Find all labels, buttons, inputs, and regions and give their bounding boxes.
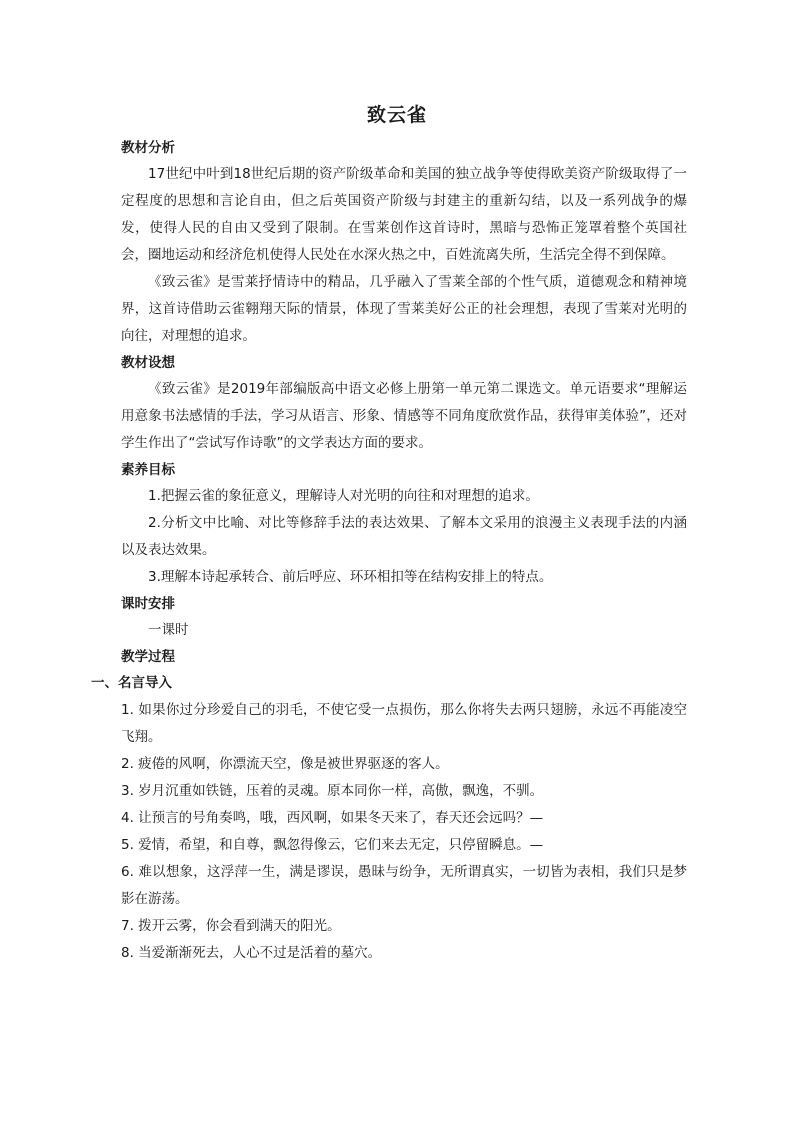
section-heading-process: 教学过程 — [121, 649, 175, 665]
section-heading-design: 教材设想 — [121, 355, 175, 371]
document-body — [91, 135, 687, 967]
section-heading-schedule: 课时安排 — [121, 596, 175, 612]
goal-item-2: 2.分析文中比喻、对比等修辞手法的表达效果、了解本文采用的浪漫主义表现手法的内涵以及表达效果。 — [121, 515, 687, 558]
quote-item-2: 2. 疲倦的风啊，你漂流天空，像是被世界驱逐的客人。 — [121, 756, 449, 772]
quote-item-7: 7. 拨开云雾，你会看到满天的阳光。 — [121, 918, 341, 934]
goal-item-1: 1.把握云雀的象征意义，理解诗人对光明的向往和对理想的追求。 — [148, 488, 539, 504]
section-heading-goals: 素养目标 — [121, 462, 175, 478]
analysis-paragraph-1: 17世纪中叶到18世纪后期的资产阶级革命和美国的独立战争等使得欧美资产阶级取得了一定程度的思想和言论自由，但之后英国资产阶级与封建主的重新勾结，以及一系列战争的爆发，使得人民的自由又受到了限制。在雪莱创作这首诗时，黑暗与恐怖正笼罩着整个英国社会，圈地运动和经济危机使得人民处在水深火热之中，百姓流离失所，生活完全得不到保障。 — [121, 166, 687, 263]
quote-item-6: 6. 难以想象，这浮萍一生，满是谬误，愚昧与纷争，无所谓真实，一切皆为表相，我们只是梦影在游荡。 — [121, 864, 687, 907]
process-subheading: 一、名言导入 — [91, 675, 172, 691]
quote-item-3: 3. 岁月沉重如铁链，压着的灵魂。原本同你一样，高傲，飘逸，不驯。 — [121, 783, 544, 799]
analysis-paragraph-2: 《致云雀》是雪莱抒情诗中的精品，几乎融入了雪莱全部的个性气质，道德观念和精神境界，这首诗借助云雀翱翔天际的情景，体现了雪莱美好公正的社会理想，表现了雪莱对光明的向往，对理想的追求。 — [121, 274, 687, 344]
quote-item-8: 8. 当爱渐渐死去，人心不过是活着的墓穴。 — [121, 945, 382, 961]
document-title: 致云雀 — [366, 104, 427, 126]
schedule-text: 一课时 — [148, 622, 189, 638]
goal-item-3: 3.理解本诗起承转合、前后呼应、环环相扣等在结构安排上的特点。 — [148, 569, 553, 585]
quote-item-1: 1. 如果你过分珍爱自己的羽毛，不使它受一点损伤，那么你将失去两只翅膀，永远不再能凌空飞翔。 — [121, 702, 687, 745]
design-paragraph-1: 《致云雀》是2019年部编版高中语文必修上册第一单元第二课选文。单元语要求“理解运用意象书法感情的手法，学习从语言、形象、情感等不同角度欣赏作品，获得审美体验”，还对学生作出了“尝试写作诗歌”的文学表达方面的要求。 — [121, 381, 687, 451]
section-heading-analysis: 教材分析 — [121, 140, 175, 156]
quote-item-5: 5. 爱情，希望，和自尊，飘忽得像云，它们来去无定，只停留瞬息。— — [121, 837, 544, 853]
quote-item-4: 4. 让预言的号角奏鸣，哦，西风啊，如果冬天来了，春天还会远吗？— — [121, 810, 544, 826]
